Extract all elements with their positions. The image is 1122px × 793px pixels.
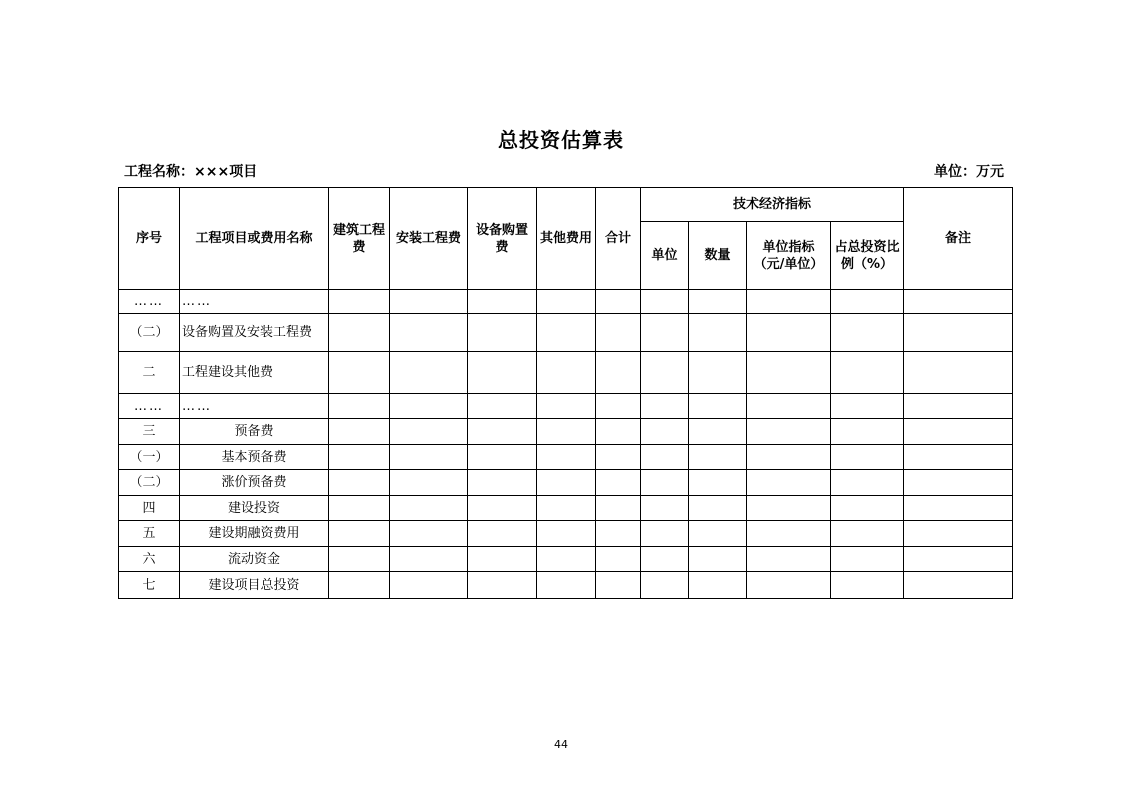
- table-row: [119, 314, 1013, 352]
- header-quantity: 数量: [689, 222, 747, 290]
- row-seq: 七: [119, 572, 180, 599]
- page-number: 44: [554, 738, 568, 751]
- row-name: 基本预备费: [180, 445, 329, 470]
- page-title: 总投资估算表: [498, 128, 624, 152]
- row-seq: 六: [119, 547, 180, 572]
- table-row: [119, 521, 1013, 547]
- row-seq: 五: [119, 521, 180, 547]
- table-row: [119, 496, 1013, 521]
- header-unit-index: 单位指标（元/单位）: [747, 222, 831, 290]
- header-tech-econ-indicators: 技术经济指标: [641, 188, 904, 222]
- row-seq: （一）: [119, 445, 180, 470]
- table-row: [119, 445, 1013, 470]
- header-installation-cost: 安装工程费: [390, 188, 468, 290]
- table-row: [119, 547, 1013, 572]
- row-name: 工程建设其他费: [180, 352, 329, 394]
- row-seq: ……: [119, 394, 180, 419]
- header-equipment-cost: 设备购置费: [468, 188, 537, 290]
- header-construction-cost: 建筑工程费: [329, 188, 390, 290]
- unit-label: 单位：万元: [934, 164, 1004, 180]
- row-name: 建设项目总投资: [180, 572, 329, 599]
- row-name: 预备费: [180, 419, 329, 445]
- row-name: 流动资金: [180, 547, 329, 572]
- row-name: 建设期融资费用: [180, 521, 329, 547]
- header-total: 合计: [596, 188, 641, 290]
- table-row: [119, 419, 1013, 445]
- header-seq: 序号: [119, 188, 180, 290]
- header-other-cost: 其他费用: [537, 188, 596, 290]
- row-seq: （二）: [119, 470, 180, 496]
- row-name: ……: [180, 394, 329, 419]
- project-name-label: 工程名称：×××项目: [124, 164, 258, 180]
- row-name: 设备购置及安装工程费: [180, 314, 329, 352]
- header-investment-ratio: 占总投资比例（%）: [831, 222, 904, 290]
- table-row: [119, 394, 1013, 419]
- row-name: 涨价预备费: [180, 470, 329, 496]
- row-seq: 三: [119, 419, 180, 445]
- header-unit: 单位: [641, 222, 689, 290]
- table-row: [119, 470, 1013, 496]
- row-name: ……: [180, 290, 329, 314]
- table-row: [119, 352, 1013, 394]
- table-row: [119, 572, 1013, 599]
- row-seq: 二: [119, 352, 180, 394]
- header-remarks: 备注: [904, 188, 1013, 290]
- row-seq: 四: [119, 496, 180, 521]
- row-seq: （二）: [119, 314, 180, 352]
- investment-estimate-table: [118, 187, 1013, 599]
- header-name: 工程项目或费用名称: [180, 188, 329, 290]
- row-name: 建设投资: [180, 496, 329, 521]
- table-row: [119, 290, 1013, 314]
- row-seq: ……: [119, 290, 180, 314]
